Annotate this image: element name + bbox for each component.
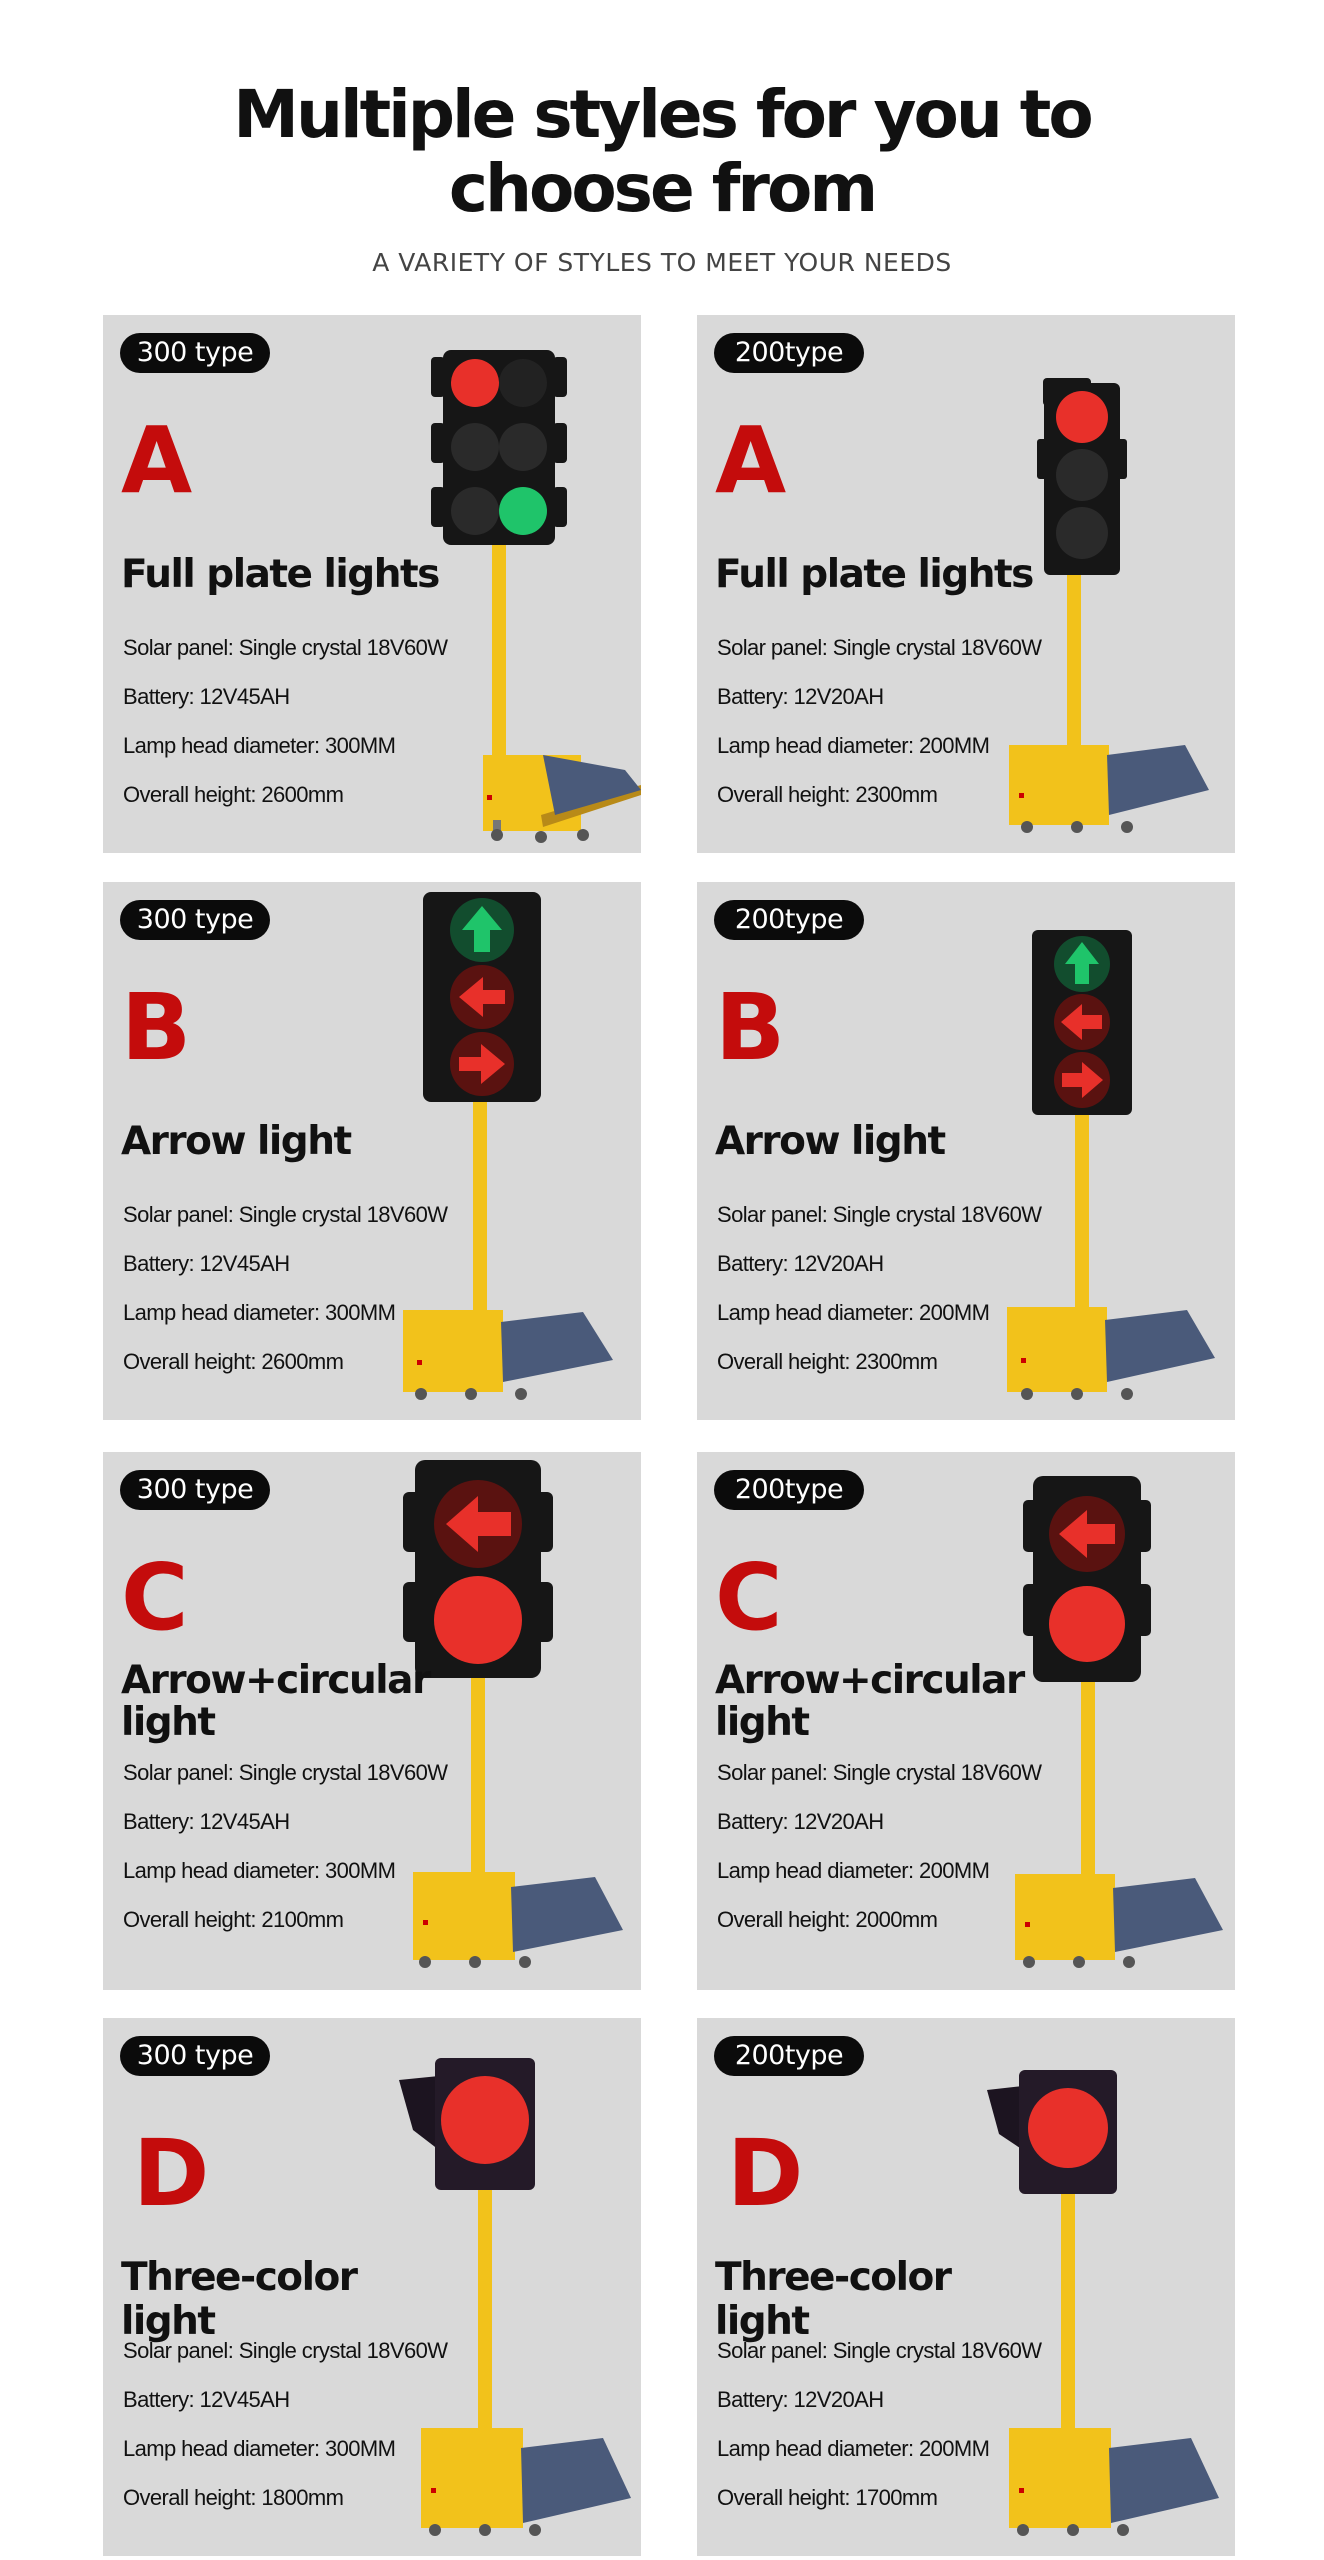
spec-solar-panel: Solar panel: Single crystal 18V60W	[717, 635, 1042, 660]
spec-list	[123, 2326, 453, 2522]
spec-list	[717, 623, 1047, 819]
spec-overall-height: Overall height: 2300mm	[717, 1349, 938, 1374]
style-name: Full plate lights	[715, 552, 1033, 597]
spec-lamp-diameter: Lamp head diameter: 200MM	[717, 1858, 990, 1883]
spec-solar-panel: Solar panel: Single crystal 18V60W	[123, 1760, 448, 1785]
product-card-d-300	[103, 2018, 641, 2556]
spec-overall-height: Overall height: 2600mm	[123, 1349, 344, 1374]
spec-battery: Battery: 12V20AH	[717, 1809, 884, 1834]
product-card-c-200	[697, 1452, 1235, 1990]
spec-list	[717, 1748, 1047, 1944]
style-letter: D	[727, 2120, 804, 2227]
style-name: Full plate lights	[121, 552, 439, 597]
style-letter: D	[133, 2120, 210, 2227]
type-badge: 200type	[714, 333, 864, 373]
spec-overall-height: Overall height: 1700mm	[717, 2485, 938, 2510]
page-title	[0, 78, 1324, 226]
type-badge: 300 type	[120, 2036, 270, 2076]
spec-solar-panel: Solar panel: Single crystal 18V60W	[717, 1202, 1042, 1227]
spec-list	[123, 1748, 453, 1944]
spec-battery: Battery: 12V45AH	[123, 1251, 290, 1276]
spec-overall-height: Overall height: 1800mm	[123, 2485, 344, 2510]
spec-solar-panel: Solar panel: Single crystal 18V60W	[717, 2338, 1042, 2363]
type-badge: 300 type	[120, 1470, 270, 1510]
product-card-b-300	[103, 882, 641, 1420]
spec-solar-panel: Solar panel: Single crystal 18V60W	[717, 1760, 1042, 1785]
type-badge: 200type	[714, 900, 864, 940]
spec-list	[123, 1190, 453, 1386]
spec-list	[717, 1190, 1047, 1386]
type-badge: 200type	[714, 1470, 864, 1510]
spec-overall-height: Overall height: 2100mm	[123, 1907, 344, 1932]
page-subtitle: A VARIETY OF STYLES TO MEET YOUR NEEDS	[372, 248, 952, 277]
spec-lamp-diameter: Lamp head diameter: 300MM	[123, 2436, 396, 2461]
style-name: Three-color light	[121, 2255, 357, 2344]
spec-lamp-diameter: Lamp head diameter: 200MM	[717, 2436, 990, 2461]
type-badge: 300 type	[120, 900, 270, 940]
spec-battery: Battery: 12V20AH	[717, 2387, 884, 2412]
spec-battery: Battery: 12V20AH	[717, 1251, 884, 1276]
style-letter: B	[715, 974, 786, 1081]
page-title-line2: choose from	[448, 150, 876, 227]
spec-battery: Battery: 12V45AH	[123, 1809, 290, 1834]
type-badge: 300 type	[120, 333, 270, 373]
spec-battery: Battery: 12V45AH	[123, 684, 290, 709]
spec-list	[123, 623, 453, 819]
spec-lamp-diameter: Lamp head diameter: 200MM	[717, 733, 990, 758]
style-letter: A	[715, 407, 787, 514]
product-card-b-200	[697, 882, 1235, 1420]
product-card-c-300	[103, 1452, 641, 1990]
style-name: Arrow+circular light	[121, 1658, 430, 1745]
spec-solar-panel: Solar panel: Single crystal 18V60W	[123, 2338, 448, 2363]
spec-lamp-diameter: Lamp head diameter: 200MM	[717, 1300, 990, 1325]
spec-lamp-diameter: Lamp head diameter: 300MM	[123, 733, 396, 758]
spec-list	[717, 2326, 1047, 2522]
style-letter: C	[715, 1544, 783, 1651]
spec-lamp-diameter: Lamp head diameter: 300MM	[123, 1300, 396, 1325]
product-card-a-300	[103, 315, 641, 853]
spec-battery: Battery: 12V20AH	[717, 684, 884, 709]
style-name: Arrow+circular light	[715, 1658, 1024, 1745]
style-name: Arrow light	[715, 1119, 945, 1164]
style-letter: A	[121, 407, 193, 514]
spec-overall-height: Overall height: 2000mm	[717, 1907, 938, 1932]
product-card-d-200	[697, 2018, 1235, 2556]
spec-battery: Battery: 12V45AH	[123, 2387, 290, 2412]
style-name: Three-color light	[715, 2255, 951, 2344]
spec-solar-panel: Solar panel: Single crystal 18V60W	[123, 1202, 448, 1227]
style-name: Arrow light	[121, 1119, 351, 1164]
spec-overall-height: Overall height: 2600mm	[123, 782, 344, 807]
spec-solar-panel: Solar panel: Single crystal 18V60W	[123, 635, 448, 660]
page-title-line1: Multiple styles for you to	[233, 76, 1091, 153]
spec-lamp-diameter: Lamp head diameter: 300MM	[123, 1858, 396, 1883]
product-card-a-200	[697, 315, 1235, 853]
style-letter: C	[121, 1544, 189, 1651]
spec-overall-height: Overall height: 2300mm	[717, 782, 938, 807]
style-letter: B	[121, 974, 192, 1081]
type-badge: 200type	[714, 2036, 864, 2076]
